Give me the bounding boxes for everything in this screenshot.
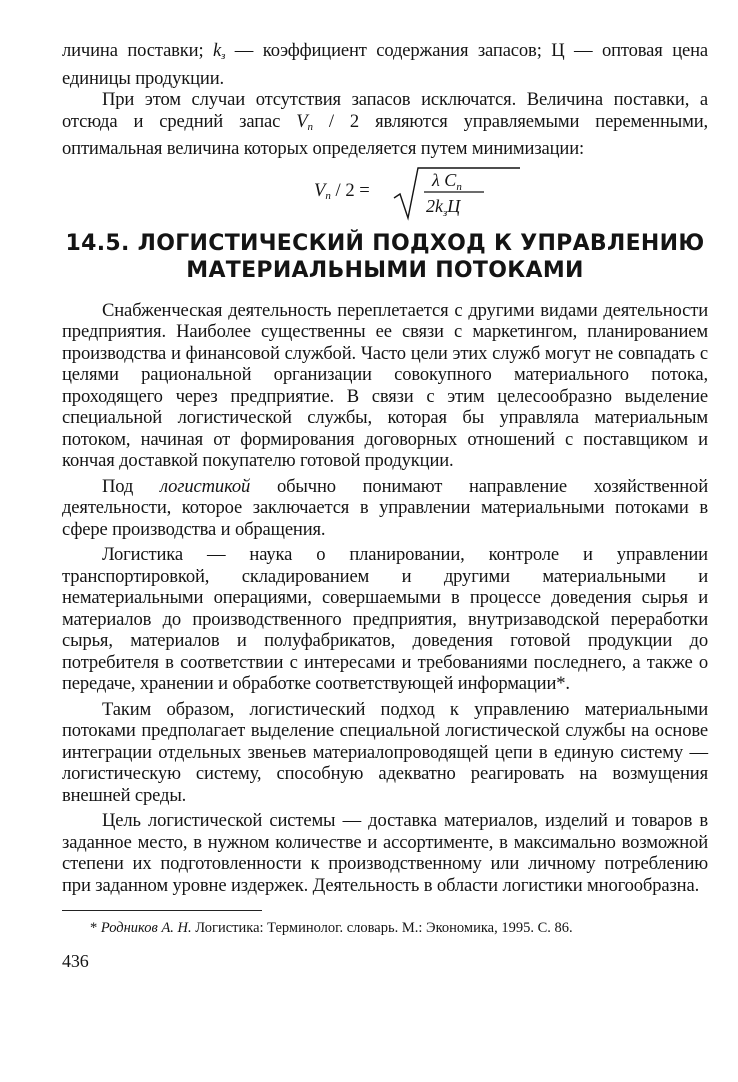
formula-sqrt-fraction <box>392 164 522 222</box>
formula-lhs: $V_п / 2$ = <box>314 179 370 202</box>
paragraph-supply: Снабженческая деятельность переплетается с другими видами деятельности предприятия. Наиболее существенны ее связи с маркетингом, планированием производства и финансовой службой. Часто цели этих служб могут не совпадать с целями рациональной организации совокупного материального потока, проходящего через предприятие. В связи с этим целесообразно выделение специальной логистической службы, которая бы управляла материальным потоком, начиная от формирования договорных отношений с поставщиком и кончая доставкой покупателю готовой продукции. <box>62 299 708 471</box>
paragraph-logistics-science: Логистика — наука о планировании, контроле и управлении транспортировкой, складированием и другими материальными и нематериальными операциями, совершаемыми в процессе доведения сырья и материалов до производственного предприятия, внутризаводской переработки сырья, материалов и полуфабрикатов, доведения готовой продукции до потребителя в соответствии с интересами и требованиями последнего, а также о передаче, хранении и обработке соответствующей информации*. <box>62 544 708 694</box>
footnote-divider <box>62 910 262 911</box>
paragraph-logistic-approach: Таким образом, логистический подход к управлению материальными потоками предполагает выделение специальной логистической службы на основе интеграции отдельных звеньев материалопроводящей цепи в единую систему — логистическую систему, способную адекватно реагировать на возмущения внешней среды. <box>62 698 708 806</box>
term-logistics: логистикой <box>159 475 251 497</box>
section-heading <box>62 230 708 284</box>
symbol-k: $k_з$ <box>213 40 226 62</box>
page <box>62 40 708 973</box>
formula <box>62 164 708 222</box>
svg-text:λ Cп: λ $C_п$ <box>432 169 462 193</box>
section-heading-line-1: 14.5. ЛОГИСТИЧЕСКИЙ ПОДХОД К УПРАВЛЕНИЮ <box>65 230 705 256</box>
paragraph-logistic-goal: Цель логистической системы — доставка материалов, изделий и товаров в заданное место, в нужном количестве и ассортименте, в максимально возможной степени их подготовленности к производственному или личному потреблению при заданном уровне издержек. Деятельность в области логистики многообразна. <box>62 810 708 896</box>
section-heading-line-2: МАТЕРИАЛЬНЫМИ ПОТОКАМИ <box>186 257 584 283</box>
page-number: 436 <box>62 951 89 971</box>
svg-text:2kзЦ: $2k_зЦ$ <box>426 195 461 219</box>
symbol-v: $V_п$ <box>296 110 313 133</box>
paragraph-variables: При этом случаи отсутствия запасов исключатся. Величина поставки, а отсюда и средний запас $V_п / 2$ являются управляемыми переменными, оптимальная величина которых определяется путем минимизации: <box>62 89 709 159</box>
footnote: * Родников А. Н. Логистика: Терминолог. словарь. М.: Экономика, 1995. С. 86. <box>90 920 573 936</box>
paragraph-logistics-definition: Под логистикой обычно понимают направление хозяйственной деятельности, которое заключается в управлении материальными потоками в сфере производства и обращения. <box>62 475 708 540</box>
paragraph-continuation: личина поставки; $k_з$ — коэффициент содержания запасов; Ц — оптовая цена единицы продукции. <box>62 40 708 89</box>
